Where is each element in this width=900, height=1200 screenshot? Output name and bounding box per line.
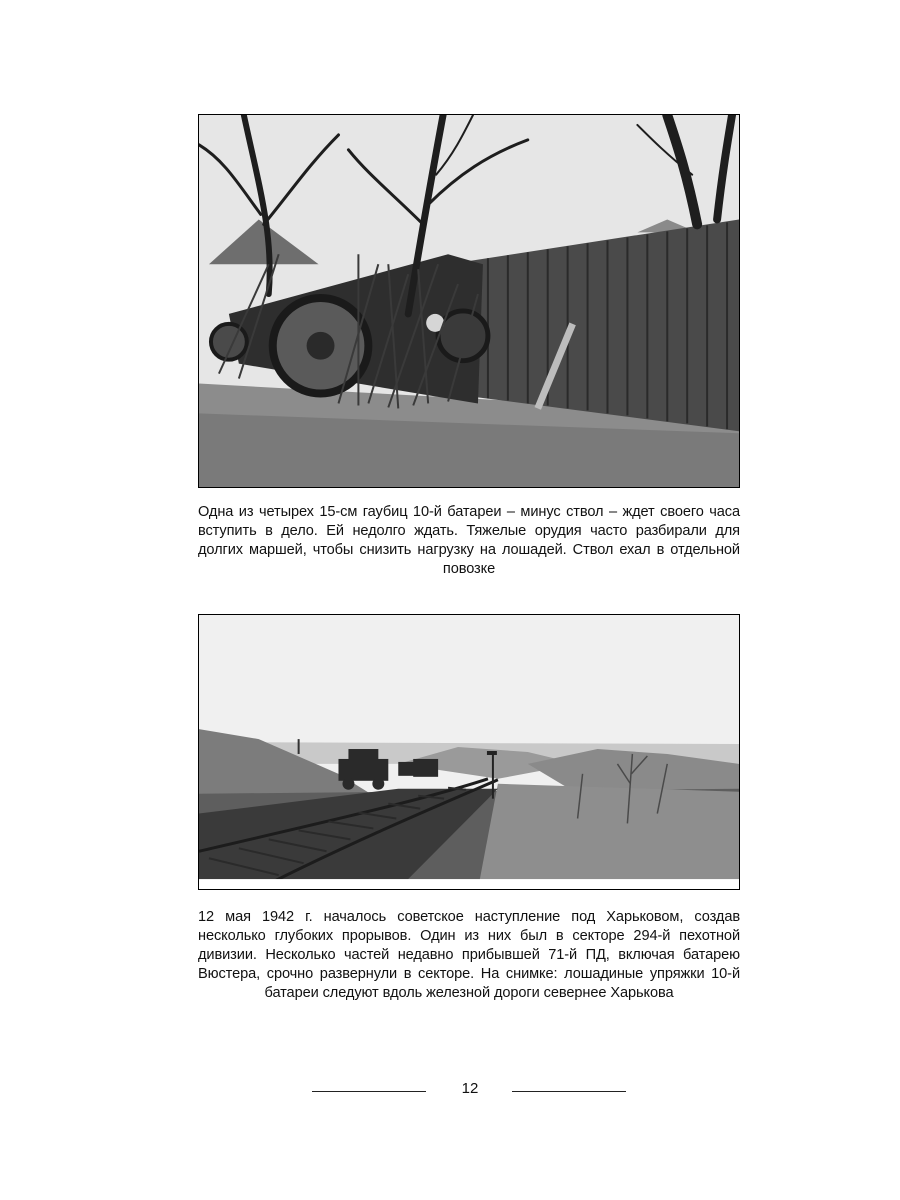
page-number: 12 [461, 1080, 479, 1097]
photo-caption: Одна из четырех 15-см гаубиц 10-й батареи – минус ствол – ждет своего часа вступить в дело. Ей недолго ждать. Тяжелые орудия часто разбирали для долгих маршей, чтобы снизить нагрузку на лошадей. Ствол ехал в отдельной повозке [198, 504, 740, 577]
photo-howitzer-by-fence [198, 114, 740, 488]
photo-railway-march [198, 614, 740, 890]
photo-caption: 12 мая 1942 г. началось советское наступление под Харьковом, создав несколько глубоких прорывов. Один из них был в секторе 294-й пехотной дивизии. Несколько частей недавно прибывшей 71-й ПД, включая батарею Вюстера, срочно развернули в секторе. На снимке: лошадиные упряжки 10-й батареи следуют вдоль железной дороги севернее Харькова [198, 909, 740, 1001]
footer-rule-right [512, 1091, 626, 1092]
photo-railway-image [199, 615, 739, 889]
footer-rule-left [312, 1091, 426, 1092]
photo-howitzer-image [199, 115, 739, 487]
